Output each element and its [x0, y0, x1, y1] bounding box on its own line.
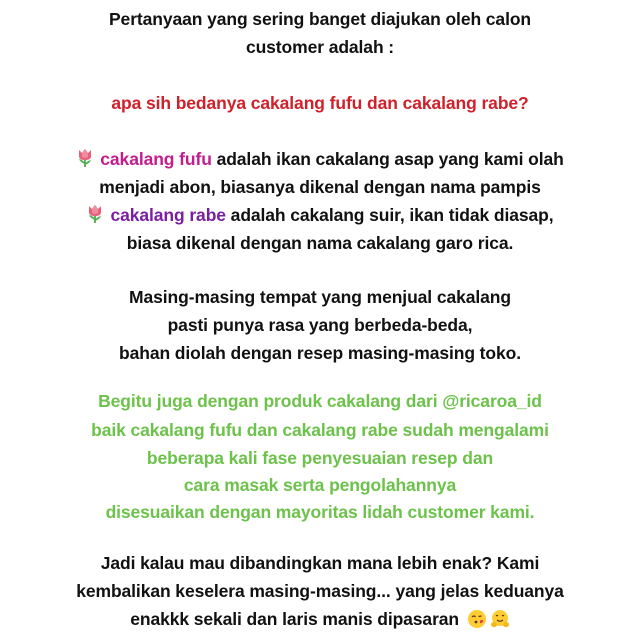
closing-line-3-text: enakkk sekali dan laris manis dipasaran [130, 609, 459, 629]
product-line-1: Begitu juga dengan produk cakalang dari @ricaroa_id [98, 391, 542, 411]
shops-line-3: bahan diolah dengan resep masing-masing toko. [119, 343, 521, 363]
rabe-line-1 [0, 203, 640, 227]
closing-line-3 [0, 607, 640, 631]
intro-line-2: customer adalah : [245, 37, 395, 57]
shops-line-1: Masing-masing tempat yang menjual cakalang [129, 287, 511, 307]
tulip-icon [86, 204, 104, 224]
closing-line-2: kembalikan keselera masing-masing... yang jelas keduanya [76, 581, 564, 601]
closing-line-1: Jadi kalau mau dibandingkan mana lebih enak? Kami [100, 553, 540, 573]
product-line-4: cara masak serta pengolahannya [183, 475, 457, 495]
product-line-5: disesuaikan dengan mayoritas lidah customer kami. [105, 502, 535, 522]
fufu-line-2: menjadi abon, biasanya dikenal dengan nama pampis [99, 177, 541, 197]
question-text: apa sih bedanya cakalang fufu dan cakalang rabe? [111, 93, 529, 113]
face-blowing-kiss-icon [467, 609, 487, 629]
rabe-desc-1: adalah cakalang suir, ikan tidak diasap, [225, 205, 554, 225]
rabe-line-2: biasa dikenal dengan nama cakalang garo rica. [126, 233, 514, 253]
fufu-desc-1: adalah ikan cakalang asap yang kami olah [211, 149, 564, 169]
hugging-face-icon [490, 609, 510, 629]
fufu-line-1 [0, 147, 640, 171]
rabe-name: cakalang rabe [110, 205, 226, 225]
intro-line-1: Pertanyaan yang sering banget diajukan oleh calon [108, 9, 532, 29]
shops-line-2: pasti punya rasa yang berbeda-beda, [167, 315, 473, 335]
tulip-icon [76, 148, 94, 168]
product-line-3: beberapa kali fase penyesuaian resep dan [146, 448, 494, 468]
fufu-name: cakalang fufu [100, 149, 212, 169]
product-line-2: baik cakalang fufu dan cakalang rabe sudah mengalami [91, 420, 549, 440]
